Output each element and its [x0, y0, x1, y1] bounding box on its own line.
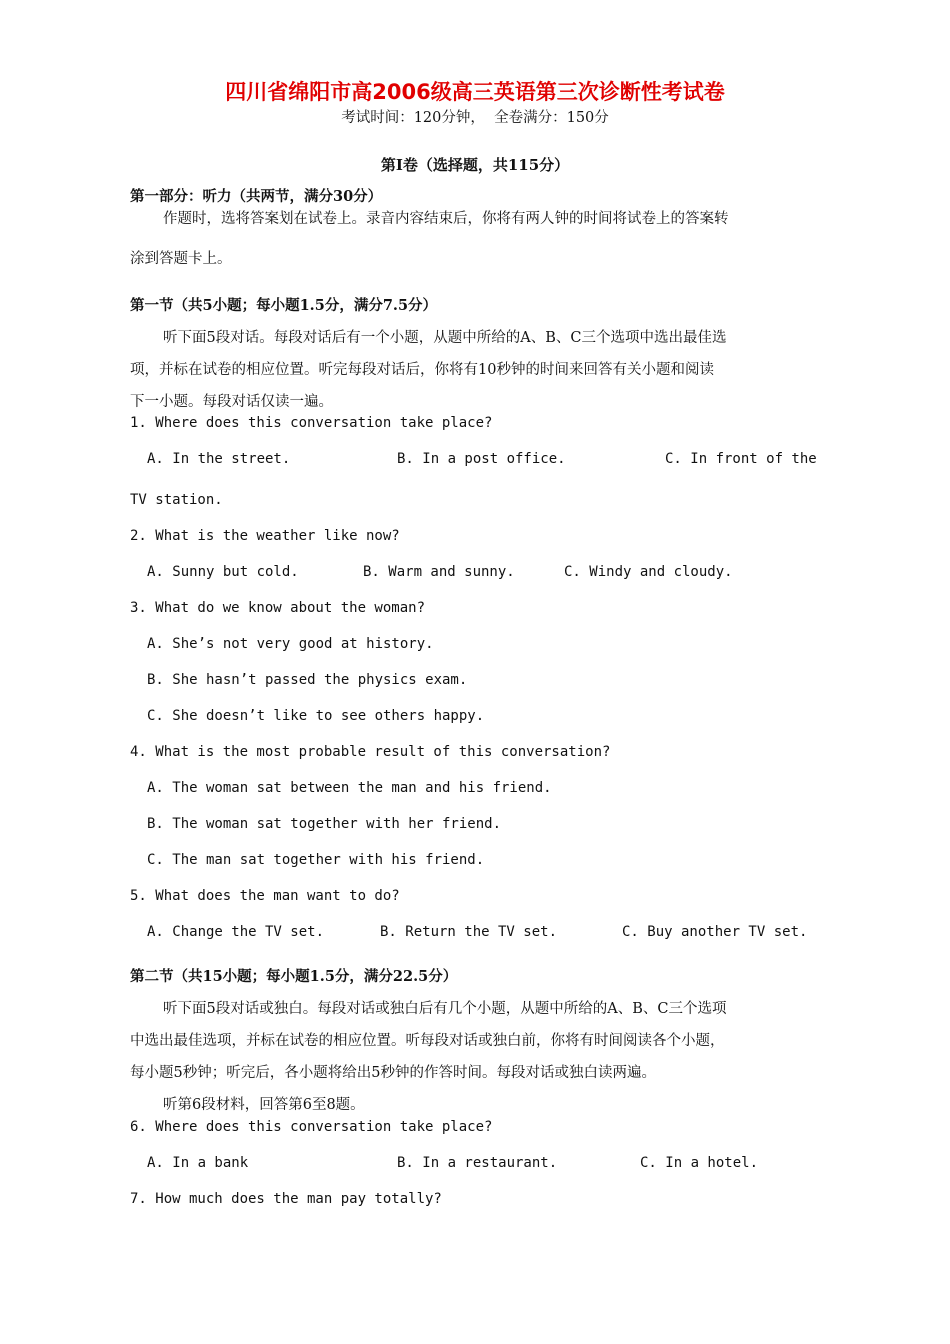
option-c: C. Buy another TV set. — [622, 924, 808, 940]
question-stem: 7. How much does the man pay totally? — [130, 1191, 442, 1207]
option-a: A. In a bank — [147, 1155, 249, 1171]
question-stem: 3. What do we know about the woman? — [130, 600, 426, 616]
option-c: C. In front of the — [665, 451, 817, 467]
section1-heading: 第一节（共5小题；每小题1.5分，满分7.5分） — [130, 297, 438, 314]
option-b: B. Return the TV set. — [380, 924, 558, 940]
question-stem: 4. What is the most probable result of this conversation? — [130, 744, 611, 760]
part1-heading: 第一部分：听力（共两节，满分30分） — [130, 188, 383, 205]
option-b: B. She hasn’t passed the physics exam. — [147, 672, 468, 688]
option-b: B. The woman sat together with her friend. — [147, 816, 502, 832]
question-stem: 2. What is the weather like now? — [130, 528, 400, 544]
option-a: A. She’s not very good at history. — [147, 636, 434, 652]
material-6-note: 听第6段材料，回答第6至8题。 — [163, 1097, 365, 1113]
option-c-continued: TV station. — [130, 492, 223, 508]
volume-heading: 第Ⅰ卷（选择题，共115分） — [380, 156, 570, 174]
exam-title: 四川省绵阳市高2006级高三英语第三次诊断性考试卷 — [225, 80, 725, 104]
section1-instr-line2: 项，并标在试卷的相应位置。听完每段对话后，你将有10秒钟的时间来回答有关小题和阅读 — [130, 362, 714, 378]
section2-instr-line2: 中选出最佳选项，并标在试卷的相应位置。听每段对话或独白前，你将有时间阅读各个小题， — [130, 1033, 725, 1049]
section2-instr-line1: 听下面5段对话或独白。每段对话或独白后有几个小题，从题中所给的A、B、C三个选项 — [163, 1001, 727, 1017]
option-c: C. The man sat together with his friend. — [147, 852, 485, 868]
question-stem: 5. What does the man want to do? — [130, 888, 400, 904]
option-b: B. In a post office. — [397, 451, 566, 467]
option-a: A. The woman sat between the man and his friend. — [147, 780, 552, 796]
question-stem: 1. Where does this conversation take place? — [130, 415, 493, 431]
part1-intro-line2: 涂到答题卡上。 — [130, 251, 232, 267]
question-stem: 6. Where does this conversation take place? — [130, 1119, 493, 1135]
option-a: A. In the street. — [147, 451, 291, 467]
section1-instr-line1: 听下面5段对话。每段对话后有一个小题，从题中所给的A、B、C三个选项中选出最佳选 — [163, 330, 727, 346]
part1-intro-line1: 作题时，选将答案划在试卷上。录音内容结束后，你将有两人钟的时间将试卷上的答案转 — [163, 211, 729, 227]
option-b: B. In a restaurant. — [397, 1155, 558, 1171]
section1-instr-line3: 下一小题。每段对话仅读一遍。 — [130, 394, 333, 410]
exam-subtitle: 考试时间：120分钟， 全卷满分：150分 — [341, 110, 609, 126]
option-a: A. Change the TV set. — [147, 924, 325, 940]
option-c: C. Windy and cloudy. — [564, 564, 733, 580]
option-c: C. In a hotel. — [640, 1155, 759, 1171]
option-a: A. Sunny but cold. — [147, 564, 299, 580]
section2-heading: 第二节（共15小题；每小题1.5分，满分22.5分） — [130, 968, 458, 985]
section2-instr-line3: 每小题5秒钟；听完后，各小题将给出5秒钟的作答时间。每段对话或独白读两遍。 — [130, 1065, 656, 1081]
option-b: B. Warm and sunny. — [363, 564, 515, 580]
option-c: C. She doesn’t like to see others happy. — [147, 708, 485, 724]
